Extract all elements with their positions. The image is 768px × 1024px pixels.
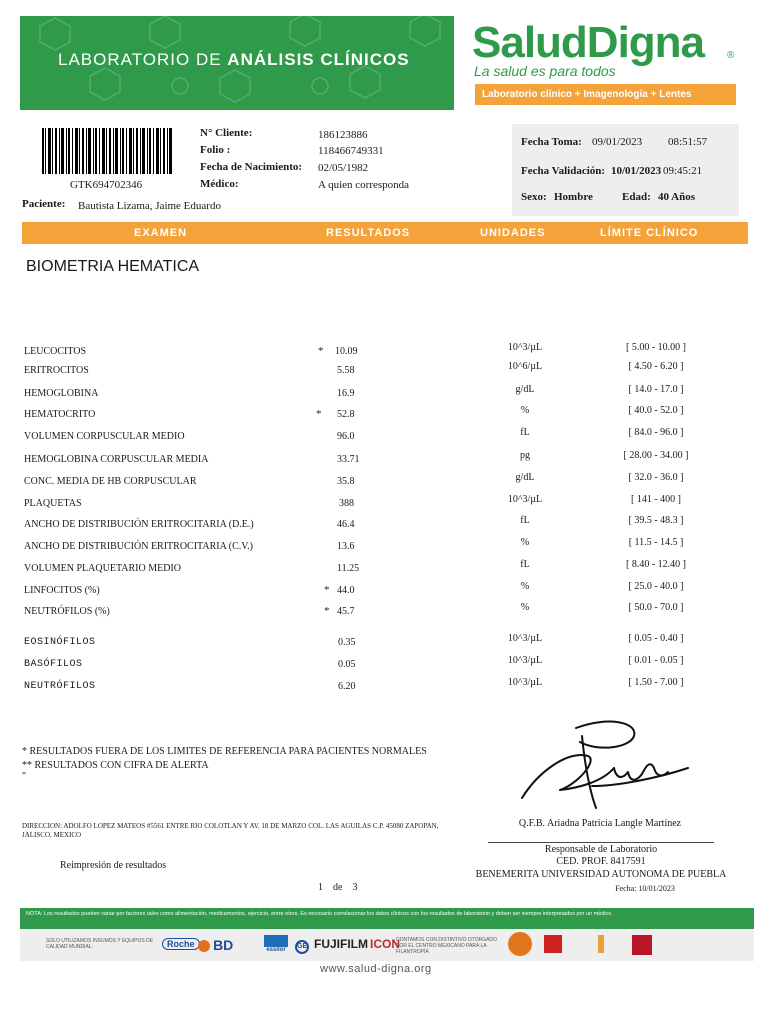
reprint-label: Reimpresión de resultados bbox=[60, 860, 167, 871]
result-unit: 10^3/µL bbox=[507, 342, 543, 353]
result-unit: % bbox=[520, 602, 530, 613]
result-unit: 10^3/µL bbox=[507, 655, 543, 666]
fecha-validacion-date: 10/01/2023 bbox=[611, 165, 662, 177]
roche-logo: Roche bbox=[162, 938, 200, 950]
result-unit: 10^3/µL bbox=[507, 633, 543, 644]
bd-sun-icon bbox=[198, 940, 210, 952]
result-range: [ 5.00 - 10.00 ] bbox=[626, 342, 686, 353]
fecha-validacion-time: 09:45:21 bbox=[663, 165, 703, 177]
brand-tagline: La salud es para todos bbox=[474, 63, 616, 79]
result-unit: 10^3/µL bbox=[507, 677, 543, 688]
ge-logo: GE bbox=[295, 937, 309, 954]
header-limite: LÍMITE CLÍNICO bbox=[600, 227, 699, 239]
out-of-range-flag: * bbox=[324, 584, 330, 596]
nacimiento-value: 02/05/1982 bbox=[318, 162, 369, 174]
result-unit: % bbox=[520, 581, 530, 592]
sexo-value: Hombre bbox=[554, 191, 593, 203]
cliente-value: 186123886 bbox=[318, 129, 368, 141]
result-range: [ 0.05 - 0.40 ] bbox=[628, 633, 684, 644]
signer-name: Q.F.B. Ariadna Patricia Langle Martínez bbox=[518, 818, 682, 829]
quality-caption: SOLO UTILIZAMOS INSUMOS Y EQUIPOS DE CALIDAD MUNDIAL: bbox=[46, 938, 154, 950]
cliente-label: N° Cliente: bbox=[200, 127, 253, 139]
out-of-range-flag: * bbox=[316, 408, 322, 420]
result-name: ERITROCITOS bbox=[24, 365, 89, 376]
registered-mark: ® bbox=[727, 50, 735, 61]
address: DIRECCION: ADOLFO LOPEZ MATEOS #5561 ENTRE RIO COLOTLAN Y AV. 18 DE MARZO COL. LAS AGUILAS C.P. 45080 ZAPOPAN, JALISCO, MEXICO bbox=[22, 822, 439, 839]
services-strip: Laboratorio clínico + Imagenología + Lentes bbox=[475, 84, 736, 105]
result-value: 10.09 bbox=[335, 346, 358, 357]
result-name: VOLUMEN CORPUSCULAR MEDIO bbox=[24, 431, 185, 442]
result-name: ANCHO DE DISTRIBUCIÓN ERITROCITARIA (D.E.) bbox=[24, 519, 254, 530]
certification-badge-icon bbox=[544, 935, 562, 953]
header-unidades: UNIDADES bbox=[480, 227, 546, 239]
result-value: 96.0 bbox=[337, 431, 355, 442]
result-name: HEMOGLOBINA CORPUSCULAR MEDIA bbox=[24, 454, 209, 465]
signer-cedula: CED. PROF. 8417591 bbox=[556, 856, 646, 867]
result-range: [ 1.50 - 7.00 ] bbox=[628, 677, 684, 688]
result-value: 35.8 bbox=[337, 476, 355, 487]
result-name: EOSINÓFILOS bbox=[24, 637, 96, 648]
icon-logo: ICON bbox=[370, 937, 400, 951]
result-range: [ 50.0 - 70.0 ] bbox=[628, 602, 684, 613]
signer-university: BENEMERITA UNIVERSIDAD AUTONOMA DE PUEBLA bbox=[475, 869, 727, 880]
result-value: 11.25 bbox=[337, 563, 360, 574]
result-unit: % bbox=[520, 405, 530, 416]
result-name: LEUCOCITOS bbox=[24, 346, 87, 357]
result-range: [ 141 - 400 ] bbox=[631, 494, 681, 505]
results-table-header bbox=[22, 222, 748, 244]
handwritten-signature bbox=[518, 716, 698, 816]
result-name: BASÓFILOS bbox=[24, 659, 83, 670]
brand-logo: SaludDigna bbox=[472, 18, 705, 67]
fecha-validacion-label: Fecha Validación: bbox=[521, 165, 606, 177]
result-range: [ 8.40 - 12.40 ] bbox=[626, 559, 686, 570]
section-title: BIOMETRIA HEMATICA bbox=[26, 258, 200, 275]
folio-label: Folio : bbox=[200, 144, 231, 156]
signer-role: Responsable de Laboratorio bbox=[544, 844, 658, 855]
result-range: [ 11.5 - 14.5 ] bbox=[628, 537, 684, 548]
result-value: 46.4 bbox=[337, 519, 355, 530]
result-unit: g/dL bbox=[515, 472, 535, 483]
accreditation-badge-icon bbox=[632, 935, 652, 955]
result-name: LINFOCITOS (%) bbox=[24, 585, 100, 596]
result-value: 45.7 bbox=[337, 606, 355, 617]
fecha-toma-date: 09/01/2023 bbox=[592, 136, 643, 148]
page-current: 1 bbox=[318, 882, 323, 893]
result-name: NEUTRÓFILOS (%) bbox=[24, 606, 110, 617]
distintivo-caption: CONTAMOS CON DISTINTIVO OTORGADO POR EL CENTRO MEXICANO PARA LA FILANTROPÍA bbox=[396, 937, 497, 955]
page-total: 3 bbox=[352, 882, 358, 893]
result-range: [ 28.00 - 34.00 ] bbox=[623, 450, 689, 461]
result-range: [ 0.01 - 0.05 ] bbox=[628, 655, 684, 666]
result-unit: pg bbox=[520, 450, 530, 461]
barcode-code: GTK694702346 bbox=[70, 179, 143, 191]
result-range: [ 25.0 - 40.0 ] bbox=[628, 581, 684, 592]
result-range: [ 32.0 - 36.0 ] bbox=[628, 472, 684, 483]
result-value: 44.0 bbox=[337, 585, 355, 596]
result-range: [ 40.0 - 52.0 ] bbox=[628, 405, 684, 416]
result-value: 0.05 bbox=[338, 659, 356, 670]
footer-note: NOTA: Los resultados pueden variar por factores tales como alimentación, medicamentos, ejercicio, entre otros. Es necesario correlacionar los datos clínicos con los resultados de laboratorio y deben ser siempre interpretados por un médico. bbox=[20, 908, 754, 929]
result-unit: g/dL bbox=[515, 384, 535, 395]
medico-label: Médico: bbox=[200, 178, 239, 190]
barcode bbox=[42, 128, 174, 174]
result-name: VOLUMEN PLAQUETARIO MEDIO bbox=[24, 563, 181, 574]
result-name: CONC. MEDIA DE HB CORPUSCULAR bbox=[24, 476, 197, 487]
result-range: [ 84.0 - 96.0 ] bbox=[628, 427, 684, 438]
page-sep: de bbox=[333, 882, 343, 893]
fecha-toma-time: 08:51:57 bbox=[668, 136, 708, 148]
result-unit: 10^3/µL bbox=[507, 494, 543, 505]
result-unit: 10^6/µL bbox=[507, 361, 543, 372]
result-name: ANCHO DE DISTRIBUCIÓN ERITROCITARIA (C.V.) bbox=[24, 541, 254, 552]
website-link[interactable]: www.salud-digna.org bbox=[320, 963, 432, 975]
out-of-range-flag: * bbox=[324, 605, 330, 617]
result-value: 52.8 bbox=[337, 409, 355, 420]
header-resultados: RESULTADOS bbox=[326, 227, 411, 239]
result-range: [ 39.5 - 48.3 ] bbox=[628, 515, 684, 526]
result-unit: fL bbox=[520, 559, 530, 570]
result-range: [ 14.0 - 17.0 ] bbox=[628, 384, 684, 395]
essilor-logo: essilor bbox=[264, 935, 288, 953]
result-unit: % bbox=[520, 537, 530, 548]
note-mark: " bbox=[22, 771, 27, 782]
paciente-value: Bautista Lizama, Jaime Eduardo bbox=[78, 200, 221, 212]
result-value: 388 bbox=[339, 498, 354, 509]
result-value: 13.6 bbox=[337, 541, 355, 552]
result-name: PLAQUETAS bbox=[24, 498, 82, 509]
paciente-label: Paciente: bbox=[22, 198, 66, 210]
lab-banner bbox=[20, 16, 454, 110]
note-out-of-range: * RESULTADOS FUERA DE LOS LIMITES DE REFERENCIA PARA PACIENTES NORMALES bbox=[22, 746, 427, 757]
result-unit: fL bbox=[520, 515, 530, 526]
result-name: HEMATOCRITO bbox=[24, 409, 96, 420]
edad-label: Edad: bbox=[622, 191, 651, 203]
bd-logo: BD bbox=[198, 937, 233, 953]
result-value: 6.20 bbox=[338, 681, 356, 692]
sexo-label: Sexo: bbox=[521, 191, 547, 203]
result-value: 33.71 bbox=[337, 454, 360, 465]
pagination bbox=[318, 882, 357, 893]
medico-value: A quien corresponda bbox=[318, 179, 410, 191]
fujifilm-logo: FUJIFILM bbox=[314, 937, 368, 951]
note-alert: ** RESULTADOS CON CIFRA DE ALERTA bbox=[22, 760, 209, 771]
header-examen: EXAMEN bbox=[134, 227, 188, 239]
result-value: 16.9 bbox=[337, 388, 355, 399]
esr-badge-icon bbox=[508, 932, 532, 956]
result-value: 0.35 bbox=[338, 637, 356, 648]
signature-date: Fecha: 10/01/2023 bbox=[615, 884, 675, 893]
partners-bar bbox=[20, 929, 754, 961]
nacimiento-label: Fecha de Nacimiento: bbox=[200, 161, 303, 173]
result-value: 5.58 bbox=[337, 365, 355, 376]
result-range: [ 4.50 - 6.20 ] bbox=[628, 361, 684, 372]
signature-line bbox=[488, 842, 714, 843]
essilor-eye-icon bbox=[264, 935, 288, 947]
folio-value: 118466749331 bbox=[318, 145, 384, 157]
lab-title: LABORATORIO DE ANÁLISIS CLÍNICOS bbox=[58, 50, 410, 69]
result-name: NEUTRÓFILOS bbox=[24, 681, 96, 692]
edad-value: 40 Años bbox=[658, 191, 695, 203]
fecha-toma-label: Fecha Toma: bbox=[521, 136, 582, 148]
out-of-range-flag: * bbox=[318, 345, 324, 357]
result-unit: fL bbox=[520, 427, 530, 438]
result-name: HEMOGLOBINA bbox=[24, 388, 99, 399]
